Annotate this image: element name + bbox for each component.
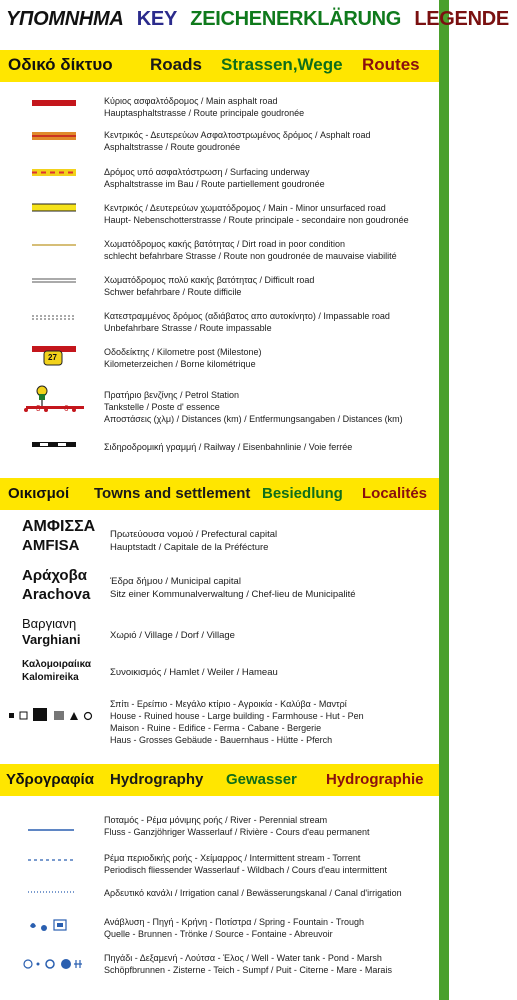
hydro-header-english: Hydrography — [110, 771, 204, 788]
towns-header-french: Localités — [362, 485, 428, 502]
towns-header-greek: Οικισμοί — [8, 485, 70, 502]
difficult-road-symbol — [32, 279, 76, 282]
town-name-prefectural-lat: AMFISA — [22, 537, 80, 554]
towns-section-header — [0, 478, 439, 510]
hydro-header-german: Gewasser — [226, 771, 297, 788]
spring-icon — [30, 923, 36, 928]
petrol-station-symbol — [24, 386, 84, 412]
hydro-entry-river: Ποταμός - Ρέμα μόνιμης ροής / River - Perennial stream Fluss - Ganzjöhriger Wasserlauf / Rivière - Cours d'eau permanent — [104, 815, 370, 837]
road-entry-milestone: Οδοδείκτης / Kilometre post (Milestone) Kilometerzeichen / Borne kilométrique — [104, 347, 262, 369]
distance-label-3: 3 — [36, 404, 41, 413]
hydro-header-french: Hydrographie — [326, 771, 424, 788]
spring-symbols — [30, 920, 66, 931]
legend-title-english: KEY — [136, 8, 178, 30]
town-entry-municipal: Έδρα δήμου / Municipal capital Sitz einer Kommunalverwaltung / Chef-lieu de Municipalité — [110, 576, 356, 600]
town-name-village-gr: Βαργιανη — [22, 616, 77, 631]
pond-icon — [61, 959, 71, 969]
hydro-entry-spring: Ανάβλυση - Πηγή - Κρήνη - Ποτίστρα / Spring - Fountain - Trough Quelle - Brunnen - Trönke / Source - Fontaine - Abreuvoir — [104, 917, 365, 939]
legend-title-french: LEGENDE — [414, 8, 509, 30]
building-symbols — [8, 706, 108, 726]
well-icon — [24, 960, 32, 968]
town-name-hamlet-gr: Καλομοιραίικα — [22, 659, 91, 670]
page-edge-stripe — [439, 0, 449, 1000]
road-entry-surfacing: Δρόμος υπό ασφαλτόστρωση / Surfacing underway Asphaltstrasse im Bau / Route partiellement goudronée — [104, 167, 325, 189]
legend-title — [6, 8, 509, 38]
marsh-icon — [74, 960, 82, 968]
roads-header-english: Roads — [150, 55, 202, 74]
farmhouse-icon — [54, 711, 64, 720]
town-name-hamlet-lat: Kalomireika — [22, 672, 79, 683]
milestone-number: 27 — [48, 353, 57, 362]
asphalt-road-symbol — [32, 132, 76, 140]
hydro-entry-well: Πηγάδι - Δεξαμενή - Λούτσα - Έλος / Well - Water tank - Pond - Marsh Schöpfbrunnen - Zisterne - Teich - Sumpf / Puit - Citerne - Mare - Marais — [104, 953, 392, 975]
legend-title-german: ZEICHENERKLÄRUNG — [190, 8, 402, 30]
large-building-icon — [33, 708, 47, 721]
road-entry-impassable: Κατεστραμμένος δρόμος (αδιάβατος απο αυτοκίνητο) / Impassable road Unbefahrbare Strasse / Route impassable — [104, 311, 390, 333]
ruin-icon — [20, 712, 27, 719]
town-name-municipal-lat: Arachova — [22, 586, 91, 603]
town-entry-prefectural: Πρωτεύουσα νομού / Prefectural capital Hauptstadt / Capitale de la Préfécture — [110, 529, 278, 553]
well-symbols — [24, 959, 82, 969]
main-asphalt-road-symbol — [32, 100, 76, 106]
distance-label-6: 6 — [64, 404, 69, 413]
pen-icon — [85, 713, 92, 720]
road-entry-petrol: Πρατήριο βενζίνης / Petrol Station Tankstelle / Poste d' essence Αποστάσεις (χλμ) / Distances (km) / Entfermungsangaben / Distances (km) — [104, 390, 403, 424]
town-name-municipal-gr: Αράχοβα — [22, 567, 87, 584]
road-entry-main-asphalt: Κύριος ασφαλτόδρομος / Main asphalt road Hauptasphaltstrasse / Route principale goudronée — [104, 96, 305, 118]
hydro-entry-intermittent: Ρέμα περιοδικής ροής - Χείμαρρος / Intermittent stream - Torrent Periodisch fliessender Wasserlauf - Wildbach / Cours d'eau intermittent — [104, 853, 388, 875]
roads-section-header — [0, 50, 439, 82]
roads-header-french: Routes — [362, 55, 420, 74]
road-symbols — [26, 92, 86, 462]
town-name-village-lat: Varghiani — [22, 632, 81, 647]
towns-header-english: Towns and settlement — [94, 485, 251, 502]
roads-header-german: Strassen,Wege — [221, 55, 343, 74]
legend-title-greek: ΥΠΟΜΝΗΜΑ — [6, 8, 124, 30]
towns-header-german: Besiedlung — [262, 485, 343, 502]
water-tank-icon — [46, 960, 54, 968]
hut-icon — [70, 712, 78, 720]
hydro-symbols — [14, 806, 94, 976]
hydro-header-greek: Υδρογραφία — [6, 771, 94, 788]
road-entry-dirt: Χωματόδρομος κακής βατότητας / Dirt road in poor condition schlecht befahrbare Strasse / Route non goudronée de mauvaise viabilité — [104, 239, 397, 261]
road-entry-difficult: Χωματόδρομος πολύ κακής βατότητας / Difficult road Schwer befahrbare / Route difficile — [104, 275, 315, 297]
town-entry-buildings: Σπίτι - Ερείπιο - Μεγάλο κτίριο - Αγροικία - Καλύβα - Μαντρί House - Ruined house - Large building - Farmhouse - Hut - Pen Maison - Ruine - Edifice - Ferma - Cabane - Bergerie Haus - Grosses Gebäude - Bauernhaus - Hütte - Pferch — [110, 699, 364, 745]
impassable-road-symbol — [32, 316, 76, 319]
town-entry-village: Χωριό / Village / Dorf / Village — [110, 630, 235, 641]
unsurfaced-road-symbol — [32, 204, 76, 211]
roads-header-greek: Οδικό δίκτυο — [8, 55, 113, 74]
road-entry-railway: Σιδηροδρομική γραμμή / Railway / Eisenbahnlinie / Voie ferrée — [104, 442, 353, 452]
town-entry-hamlet: Συνοικισμός / Hamlet / Weiler / Hameau — [110, 667, 278, 678]
town-name-prefectural-gr: ΑΜΦΙΣΣΑ — [22, 518, 96, 535]
house-icon — [9, 713, 14, 718]
hydro-section-header — [0, 764, 439, 796]
hydro-entry-irrigation: Αρδευτικό κανάλι / Irrigation canal / Bewässerungskanal / Canal d'irrigation — [104, 888, 402, 898]
fountain-icon — [41, 925, 47, 931]
surfacing-underway-symbol — [32, 169, 76, 176]
railway-symbol — [32, 442, 76, 447]
road-entry-unsurfaced: Κεντρικός / Δευτερεύων χωματόδρομος / Main - Minor unsurfaced road Haupt- Nebenschotterstrasse / Route principale - secondaire non goudronée — [104, 203, 409, 225]
road-entry-asphalt: Κεντρικός - Δευτερεύων Ασφαλτοστρωμένος δρόμος / Asphalt road Asphaltstrasse / Route goudronée — [104, 130, 371, 152]
